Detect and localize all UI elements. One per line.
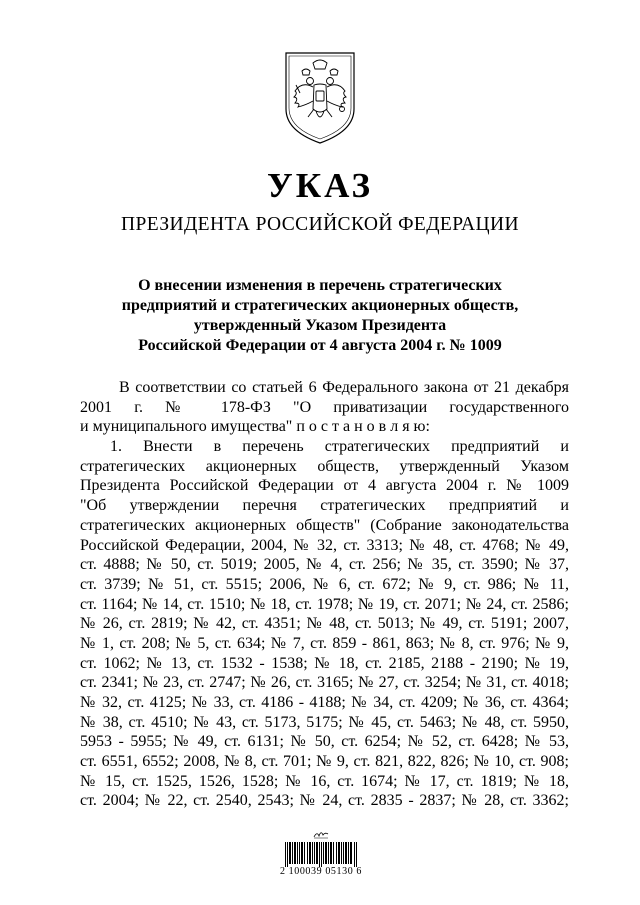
body-line: 1. Внести в перечень стратегических предприятий и — [110, 438, 569, 456]
barcode-icon — [285, 842, 357, 867]
coat-of-arms-emblem — [278, 47, 362, 147]
heading-line: предприятий и стратегических акционерных обществ, — [121, 297, 519, 314]
body-line: № 38, ст. 4510; № 43, ст. 5173, 5175; № 45, ст. 5463; № 48, ст. 5950, — [80, 713, 569, 731]
body-line: № 32, ст. 4125; № 33, ст. 4186 - 4188; № 34, ст. 4209; № 36, ст. 4364; — [80, 694, 569, 711]
body-line: ст. 3739; № 51, ст. 5515; 2006, № 6, ст. 672; № 9, ст. 986; № 11, — [80, 575, 569, 593]
body-line: 2001 г. № 178-ФЗ "О приватизации государственного — [80, 398, 569, 416]
body-line: стратегических акционерных обществ" (Собрание законодательства — [80, 516, 569, 534]
heading-line: О внесении изменения в перечень стратегических — [138, 277, 502, 294]
body-line: и муниципального имущества" п о с т а н о в л я ю: — [80, 418, 430, 436]
document-title: УКАЗ — [267, 166, 373, 205]
barcode-number: 2 100039 05130 6 — [279, 866, 363, 877]
body-line: Президента Российской Федерации от 4 августа 2004 г. № 1009 — [80, 477, 569, 495]
body-line: ст. 2004; № 22, ст. 2540, 2543; № 24, ст. 2835 - 2837; № 28, ст. 3362; — [80, 792, 569, 810]
body-line: Российской Федерации, 2004, № 32, ст. 3313; № 48, ст. 4768; № 49, — [80, 536, 569, 554]
body-line: В соответствии со статьей 6 Федерального закона от 21 декабря — [119, 379, 569, 396]
body-line: ст. 6551, 6552; 2008, № 8, ст. 701; № 9, ст. 821, 822, 826; № 10, ст. 908; — [80, 753, 569, 771]
decree-body — [80, 378, 569, 811]
body-line: стратегических акционерных обществ, утвержденный Указом — [80, 457, 569, 475]
body-line: ст. 4888; № 50, ст. 5019; 2005, № 4, ст. 256; № 35, ст. 3590; № 37, — [80, 556, 569, 574]
signature-mark-icon — [313, 829, 329, 839]
decree-heading — [80, 276, 560, 356]
body-line: № 1, ст. 208; № 5, ст. 634; № 7, ст. 859 - 861, 863; № 8, ст. 976; № 9, — [80, 634, 569, 652]
body-line: ст. 1062; № 13, ст. 1532 - 1538; № 18, ст. 2185, 2188 - 2190; № 19, — [80, 654, 569, 672]
body-line: № 26, ст. 2819; № 42, ст. 4351; № 48, ст. 5013; № 49, ст. 5191; 2007, — [80, 615, 569, 633]
body-line: 5953 - 5955; № 49, ст. 6131; № 50, ст. 6254; № 52, ст. 6428; № 53, — [80, 733, 569, 751]
heading-line: утвержденный Указом Президента — [193, 317, 447, 334]
body-line: ст. 2341; № 23, ст. 2747; № 26, ст. 3165; № 27, ст. 3254; № 31, ст. 4018; — [80, 674, 569, 692]
document-subtitle: ПРЕЗИДЕНТА РОССИЙСКОЙ ФЕДЕРАЦИИ — [121, 214, 519, 235]
body-line: "Об утверждении перечня стратегических предприятий и — [80, 497, 569, 515]
body-line: № 15, ст. 1525, 1526, 1528; № 16, ст. 1674; № 17, ст. 1819; № 18, — [80, 772, 569, 790]
body-line: ст. 1164; № 14, ст. 1510; № 18, ст. 1978; № 19, ст. 2071; № 24, ст. 2586; — [80, 595, 569, 613]
heading-line: Российской Федерации от 4 августа 2004 г. № 1009 — [138, 337, 502, 354]
